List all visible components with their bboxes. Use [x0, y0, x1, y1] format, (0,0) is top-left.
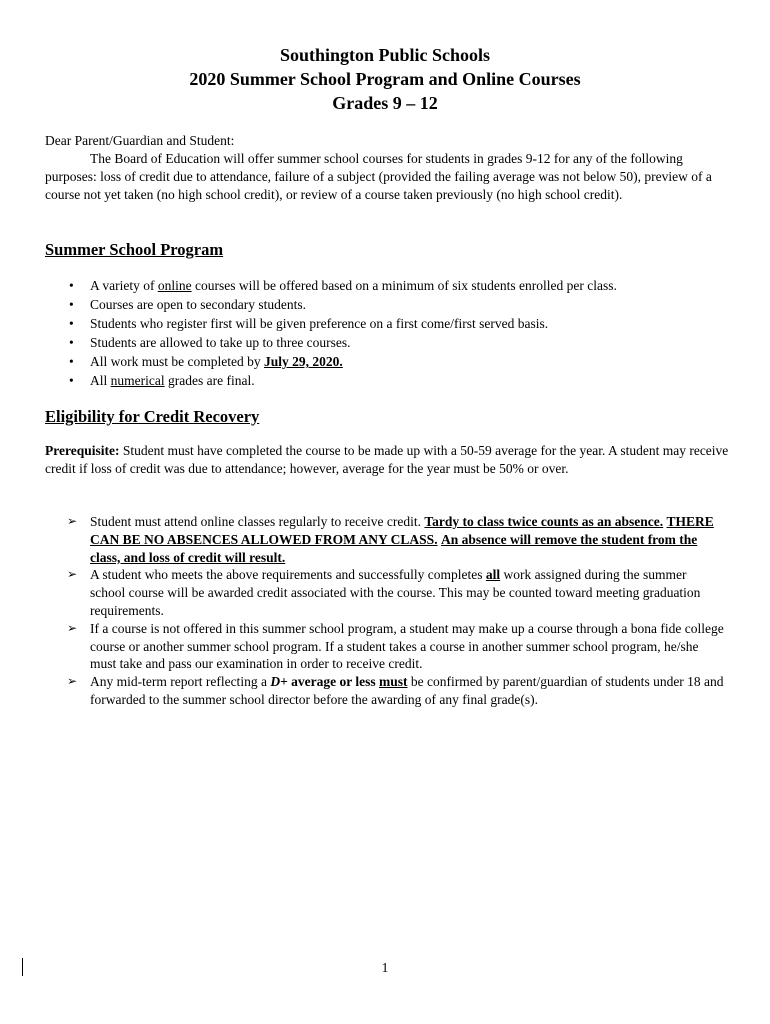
- school-name: Southington Public Schools: [279, 45, 491, 65]
- deadline-date: July 29, 2020.: [263, 354, 343, 369]
- online-emphasis: online: [157, 278, 192, 293]
- list-item: • Students who register first will be given preference on a first come/first served basis.: [69, 316, 549, 331]
- eligibility-heading: Eligibility for Credit Recovery: [45, 407, 260, 426]
- bullet-icon: •: [69, 316, 74, 331]
- list-item: • Students are allowed to take up to three courses.: [69, 335, 351, 350]
- arrow-bullet-icon: ➢: [67, 567, 78, 582]
- grade-range: Grades 9 – 12: [332, 93, 438, 113]
- intro-paragraph: The Board of Education will offer summer school courses for students in grades 9-12 for any of the following purposes: loss of credit due to attendance, failure of a subject (provided the failing average was not below 50), preview of a course not yet taken (no high school credit), or review of a course taken previously (no high school credit).: [45, 151, 712, 203]
- summer-program-list: [45, 276, 735, 390]
- bullet-icon: •: [69, 278, 74, 293]
- list-item: ➢ Student must attend online classes regularly to receive credit. Tardy to class twice counts as an absence. THERE CAN BE NO ABSENCES ALLOWED FROM ANY CLASS. An absence will remove the student from the class, and loss of credit will result.: [67, 514, 714, 565]
- arrow-bullet-icon: ➢: [67, 620, 78, 635]
- list-item: ➢ If a course is not offered in this summer school program, a student may make up a course through a bona fide college course or another summer school program. If a student takes a course in another summer school program, he/she must take and pass our examination in order to receive credit.: [67, 620, 724, 672]
- salutation: Dear Parent/Guardian and Student:: [45, 133, 235, 148]
- numerical-emphasis: numerical: [110, 373, 165, 388]
- list-item: • Courses are open to secondary students.: [69, 297, 306, 312]
- summer-school-heading: Summer School Program: [45, 240, 224, 259]
- bullet-icon: •: [69, 354, 74, 369]
- list-item: • A variety of online courses will be offered based on a minimum of six students enrolled per class.: [69, 278, 617, 293]
- list-item: ➢ Any mid-term report reflecting a D+ average or less must be confirmed by parent/guardian of students under 18 and forwarded to the summer school director before the awarding of any final grade(s).: [67, 674, 724, 707]
- bullet-icon: •: [69, 373, 74, 388]
- page-number: 1: [381, 960, 389, 975]
- prerequisite-paragraph: Prerequisite: Student must have completed the course to be made up with a 50-59 average for the year. A student may receive credit if loss of credit was due to attendance; however, average for the year must be 50% or over.: [45, 443, 729, 477]
- bullet-icon: •: [69, 297, 74, 312]
- prerequisite-label: Prerequisite:: [45, 443, 120, 458]
- document-header: [0, 43, 770, 115]
- list-item: ➢ A student who meets the above requirements and successfully completes all work assigned during the summer school course will be awarded credit associated with the course. This may be counted toward meeting graduation requirements.: [67, 567, 701, 618]
- list-item: • All work must be completed by July 29, 2020.: [69, 354, 343, 369]
- eligibility-list: [45, 513, 725, 709]
- list-item: • All numerical grades are final.: [69, 373, 255, 388]
- bullet-icon: •: [69, 335, 74, 350]
- arrow-bullet-icon: ➢: [67, 514, 78, 528]
- program-title: 2020 Summer School Program and Online Courses: [189, 69, 581, 89]
- arrow-bullet-icon: ➢: [67, 674, 78, 689]
